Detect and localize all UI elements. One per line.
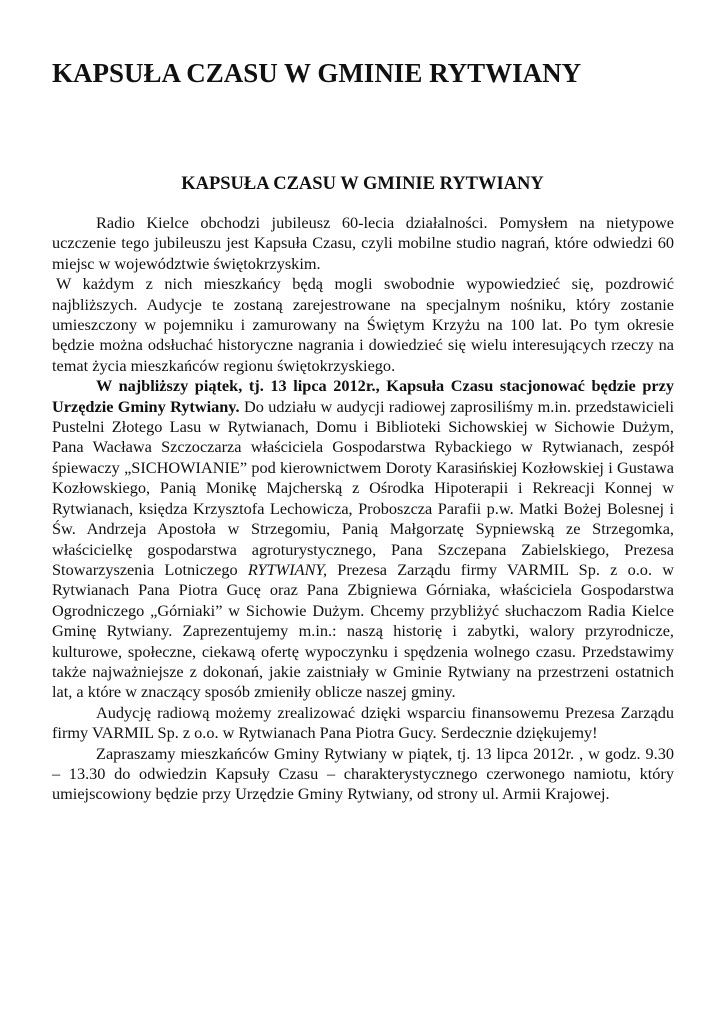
page-title: KAPSUŁA CZASU W GMINIE RYTWIANY [52, 58, 582, 88]
paragraph-invitation: Zapraszamy mieszkańców Gminy Rytwiany w piątek, tj. 13 lipca 2012r. , w godz. 9.30 – 13.30 do odwiedzin Kapsuły Czasu – charakterystycznego czerwonego namiotu, który umiejscowiony będzie przy Urzędzie Gminy Rytwiany, od strony ul. Armii Krajowej. [52, 743, 674, 804]
paragraph-intro: Radio Kielce obchodzi jubileusz 60-lecia działalności. Pomysłem na nietypowe uczczenie tego jubileuszu jest Kapsuła Czasu, czyli mobilne studio nagrań, które odwiedzi 60 miejsc w województwie świętokrzyskim. [52, 213, 674, 273]
article-title: KAPSUŁA CZASU W GMINIE RYTWIANY [181, 174, 544, 194]
association-name-italic: RYTWIANY, [247, 559, 328, 579]
article-body [52, 213, 674, 805]
participants-text-b: Prezesa Zarządu firmy VARMIL Sp. z o.o. w Rytwianach Pana Piotra Gucę oraz Pana Zbigniewa Górniaka, właściciela Gospodarstwa Ogrodniczego „Górniaki” w Sichowie Dużym. Chcemy przybliżyć słuchaczom Radia Kielce Gminę Rytwiany. Zaprezentujemy m.in.: naszą historię i zabytki, walory przyrodnicze, kulturowe, społeczne, ciekawą ofertę wypoczynku i spędzenia wolnego czasu. Przedstawimy także najważniejsze z dokonań, jakie zaistniały w Gminie Rytwiany na przestrzeni ostatnich lat, a które w znaczący sposób zmieniły oblicze naszej gminy. [52, 559, 675, 702]
announcement-bold: W najbliższy piątek, tj. 13 lipca 2012r., Kapsuła Czasu stacjonować będzie przy Urzędzie Gminy Rytwiany. [52, 376, 674, 416]
participants-text-a: Do udziału w audycji radiowej zaprosiliśmy m.in. przedstawicieli Pustelni Złotego Lasu w Rytwianach, Domu i Biblioteki Sichowskiej w Sichowie Dużym, Pana Wacława Szczoczarza właściciela Gospodarstwa Rybackiego w Rytwianach, zespół śpiewaczy „SICHOWIANIE” pod kierownictwem Doroty Karasińskiej Kozłowskiej i Gustawa Kozłowskiego, Panią Monikę Majcherską z Ośrodka Hipoterapii i Rekreacji Konnej w Rytwianach, księdza Krzysztofa Lechowicza, Proboszcza Parafii p.w. Matki Bożej Bolesnej i Św. Andrzeja Apostoła w Strzegomiu, Panią Małgorzatę Sypniewską ze Strzegomka, właścicielkę gospodarstwa agroturystycznego, Pana Szczepana Zabielskiego, Prezesa Stowarzyszenia Lotniczego [52, 396, 674, 579]
paragraph-participants [52, 376, 674, 703]
paragraph-description: W każdym z nich mieszkańcy będą mogli swobodnie wypowiedzieć się, pozdrowić najbliższych. Audycje te zostaną zarejestrowane na specjalnym nośniku, który zostanie umieszczony w pojemniku i zamurowany na Świętym Krzyżu na 100 lat. Po tym okresie będzie można odsłuchać historyczne nagrania i dowiedzieć się wielu interesujących rzeczy na temat życia mieszkańców regionu świętokrzyskiego. [52, 274, 674, 375]
paragraph-thanks: Audycję radiową możemy zrealizować dzięki wsparciu finansowemu Prezesa Zarządu firmy VARMIL Sp. z o.o. w Rytwianach Pana Piotra Gucy. Serdecznie dziękujemy! [52, 702, 674, 743]
